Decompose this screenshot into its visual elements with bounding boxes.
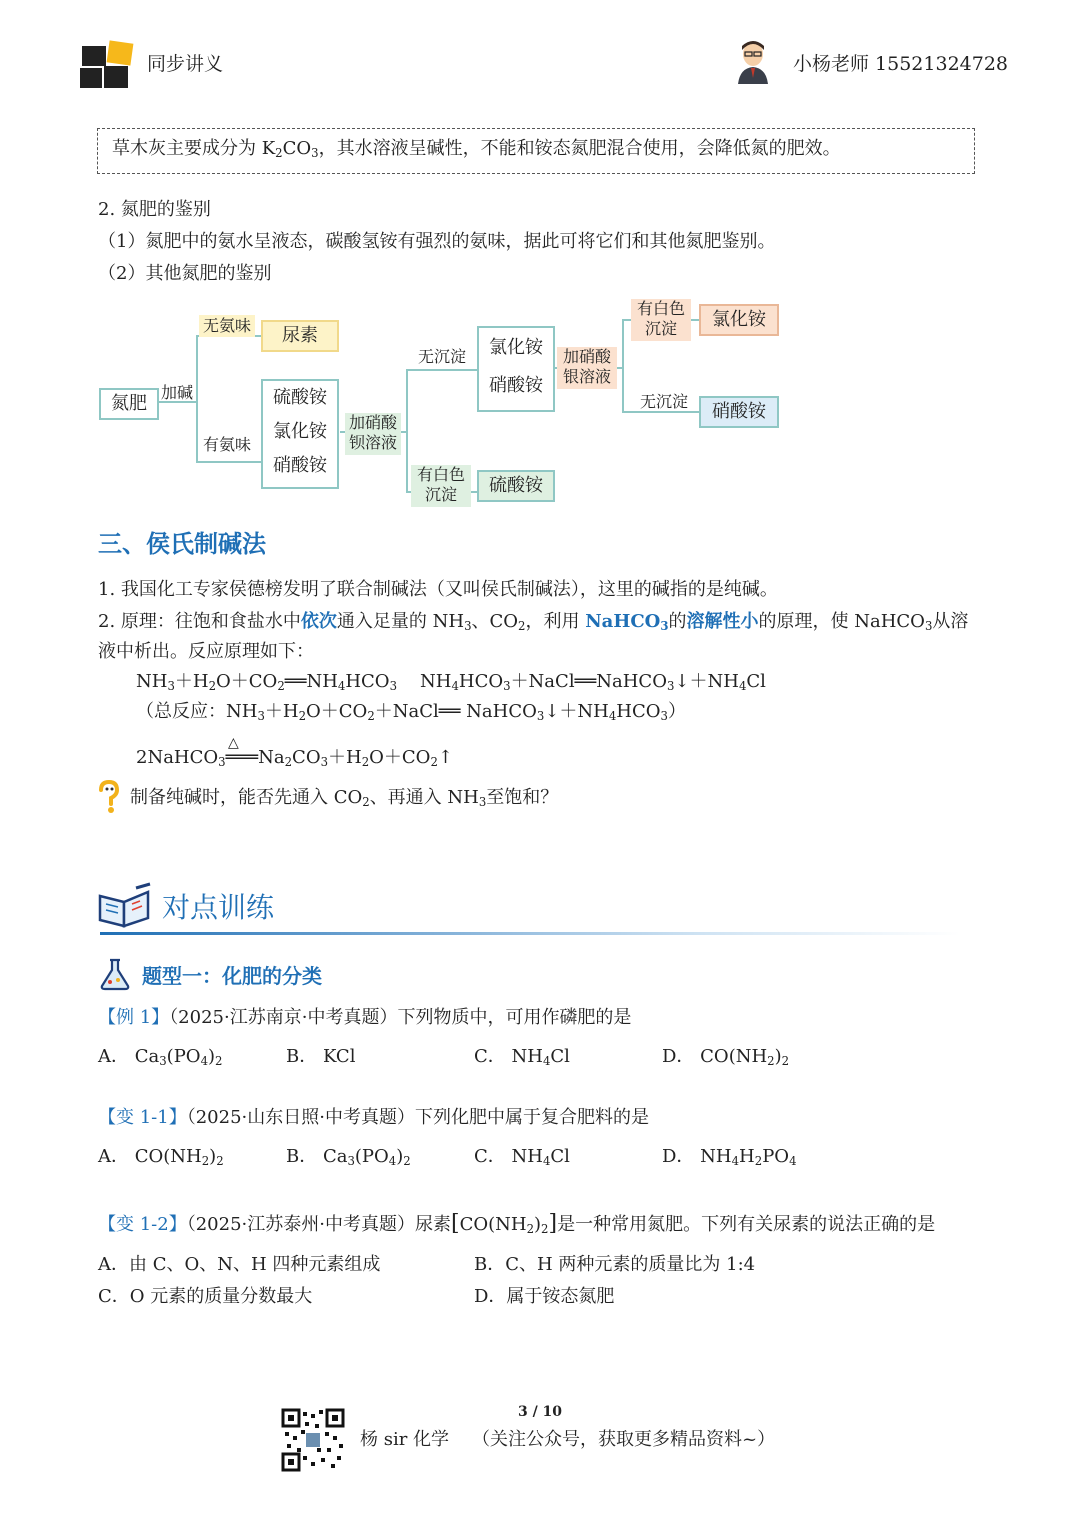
identification-item-2: （2）其他氮肥的鉴别 (98, 263, 272, 284)
variant-1-2-option-b[interactable]: B．C、H 两种元素的质量比为 1:4 (474, 1254, 756, 1275)
flow-box-urea: 尿素 (261, 320, 339, 352)
flow-group2-item: 氯化铵 (489, 337, 543, 358)
example-1-option-c[interactable]: C． $NH_4Cl$ (474, 1046, 570, 1068)
hou-paragraph-2-line2: 液中析出。反应原理如下： (98, 641, 314, 662)
question-icon (96, 780, 122, 814)
teacher-avatar (734, 40, 772, 84)
flow-label-no-precipitate: 无沉淀 (417, 347, 466, 366)
variant-1-2-option-c[interactable]: C．O 元素的质量分数最大 (98, 1286, 313, 1307)
flow-label-white-precipitate-2: 有白色 沉淀 (631, 299, 691, 341)
example-1-option-a[interactable]: A． $Ca_3(PO_4)_2$ (98, 1046, 223, 1068)
flow-box-ammonium-chloride: 氯化铵 (699, 304, 779, 336)
heat-symbol: △ (228, 735, 239, 751)
flask-icon (96, 956, 134, 992)
flow-group1-item: 硫酸铵 (273, 387, 327, 408)
equation-decomposition: $2NaHCO_3═══Na_2CO_3+H_2O+CO_2↑$ (136, 747, 453, 769)
variant-1-1-option-b[interactable]: B． $Ca_3(PO_4)_2$ (286, 1146, 411, 1168)
hou-paragraph-2: 2. 原理：往饱和食盐水中依次通入足量的 $NH_3$、$CO_2$，利用 NaHCO$_3$的溶解性小的原理，使 NaHCO$_3$从溶 (98, 611, 969, 633)
equation-2: $NH_4HCO_3+NaCl══NaHCO_3↓+NH_4Cl$ (420, 671, 766, 693)
flow-label-reagent-silver-nitrate: 加硝酸 银溶液 (557, 347, 617, 389)
header-logo (80, 42, 136, 90)
example-1-option-b[interactable]: B． KCl (286, 1046, 356, 1067)
variant-1-2-option-d[interactable]: D．属于铵态氮肥 (474, 1286, 615, 1307)
equation-total: （总反应：$NH_3+H_2O+CO_2+NaCl══$ $NaHCO_3↓+NH_4HCO_3$） (136, 701, 686, 723)
flow-label-no-precipitate-2: 无沉淀 (639, 392, 688, 411)
book-icon (96, 882, 154, 930)
variant-1-1-option-c[interactable]: C． $NH_4Cl$ (474, 1146, 570, 1168)
flow-group1-item: 氯化铵 (273, 421, 327, 442)
flow-label-no-ammonia: 无氨味 (199, 315, 255, 337)
section-title-identification: 2. 氮肥的鉴别 (98, 199, 211, 220)
practice-banner: 对点训练 (162, 891, 275, 924)
flow-start-nitrogen-fertilizer: 氮肥 (99, 388, 159, 420)
header-teacher: 小杨老师 15521324728 (793, 53, 1009, 75)
variant-1-1-option-a[interactable]: A． $CO(NH_2)_2$ (98, 1146, 224, 1168)
note-text: 草木灰主要成分为 $K_2CO_3$，其水溶液呈碱性，不能和铵态氮肥混合使用，会降低氮的肥效。 (112, 138, 841, 160)
hou-paragraph-1: 1. 我国化工专家侯德榜发明了联合制碱法（又叫侯氏制碱法），这里的碱指的是纯碱。 (98, 579, 778, 600)
identification-item-1: （1）氮肥中的氨水呈液态，碳酸氢铵有强烈的氨味，据此可将它们和其他氮肥鉴别。 (98, 231, 776, 252)
equation-1: $NH_3+H_2O+CO_2══NH_4HCO_3$ (136, 671, 397, 693)
flow-diagram (95, 295, 795, 510)
page-number: 3 / 10 (517, 1404, 563, 1420)
type1-title: 题型一：化肥的分类 (142, 964, 322, 988)
flow-box-ammonium-nitrate: 硝酸铵 (699, 396, 779, 428)
question-text: 制备纯碱时，能否先通入 $CO_2$、再通入 $NH_3$至饱和？ (130, 787, 559, 809)
variant-1-2-option-a[interactable]: A．由 C、O、N、H 四种元素组成 (98, 1254, 381, 1275)
flow-label-has-ammonia: 有氨味 (202, 435, 251, 454)
flow-box-ammonium-sulfate: 硫酸铵 (477, 470, 555, 502)
flow-label-add-base: 加碱 (160, 383, 193, 402)
header-title: 同步讲义 (147, 53, 224, 75)
qr-code (281, 1408, 345, 1472)
flow-label-white-precipitate: 有白色 沉淀 (411, 465, 471, 507)
example-1-stem: 【例 1】（2025·江苏南京·中考真题）下列物质中，可用作磷肥的是 (98, 1007, 632, 1028)
variant-1-2-stem: 【变 1-2】（2025·江苏泰州·中考真题）尿素$[CO(NH_2)_2]$是一种常用氮肥。下列有关尿素的说法正确的是 (98, 1211, 936, 1236)
footer-brand: 杨 sir 化学 (360, 1429, 450, 1450)
variant-1-1-option-d[interactable]: D． $NH_4H_2PO_4$ (662, 1146, 797, 1168)
flow-box-group1 (261, 379, 339, 489)
flow-label-reagent-barium-nitrate: 加硝酸 钡溶液 (345, 413, 401, 455)
example-1-option-d[interactable]: D． $CO(NH_2)_2$ (662, 1046, 790, 1068)
section-heading-hou-process: 三、侯氏制碱法 (98, 530, 266, 558)
flow-group1-item: 硝酸铵 (273, 455, 327, 476)
variant-1-1-stem: 【变 1-1】（2025·山东日照·中考真题）下列化肥中属于复合肥料的是 (98, 1107, 649, 1128)
practice-divider (100, 932, 960, 935)
flow-group2-item: 硝酸铵 (489, 375, 543, 396)
footer-promo: （关注公众号，获取更多精品资料~） (472, 1429, 776, 1450)
flow-box-group2 (477, 326, 555, 412)
